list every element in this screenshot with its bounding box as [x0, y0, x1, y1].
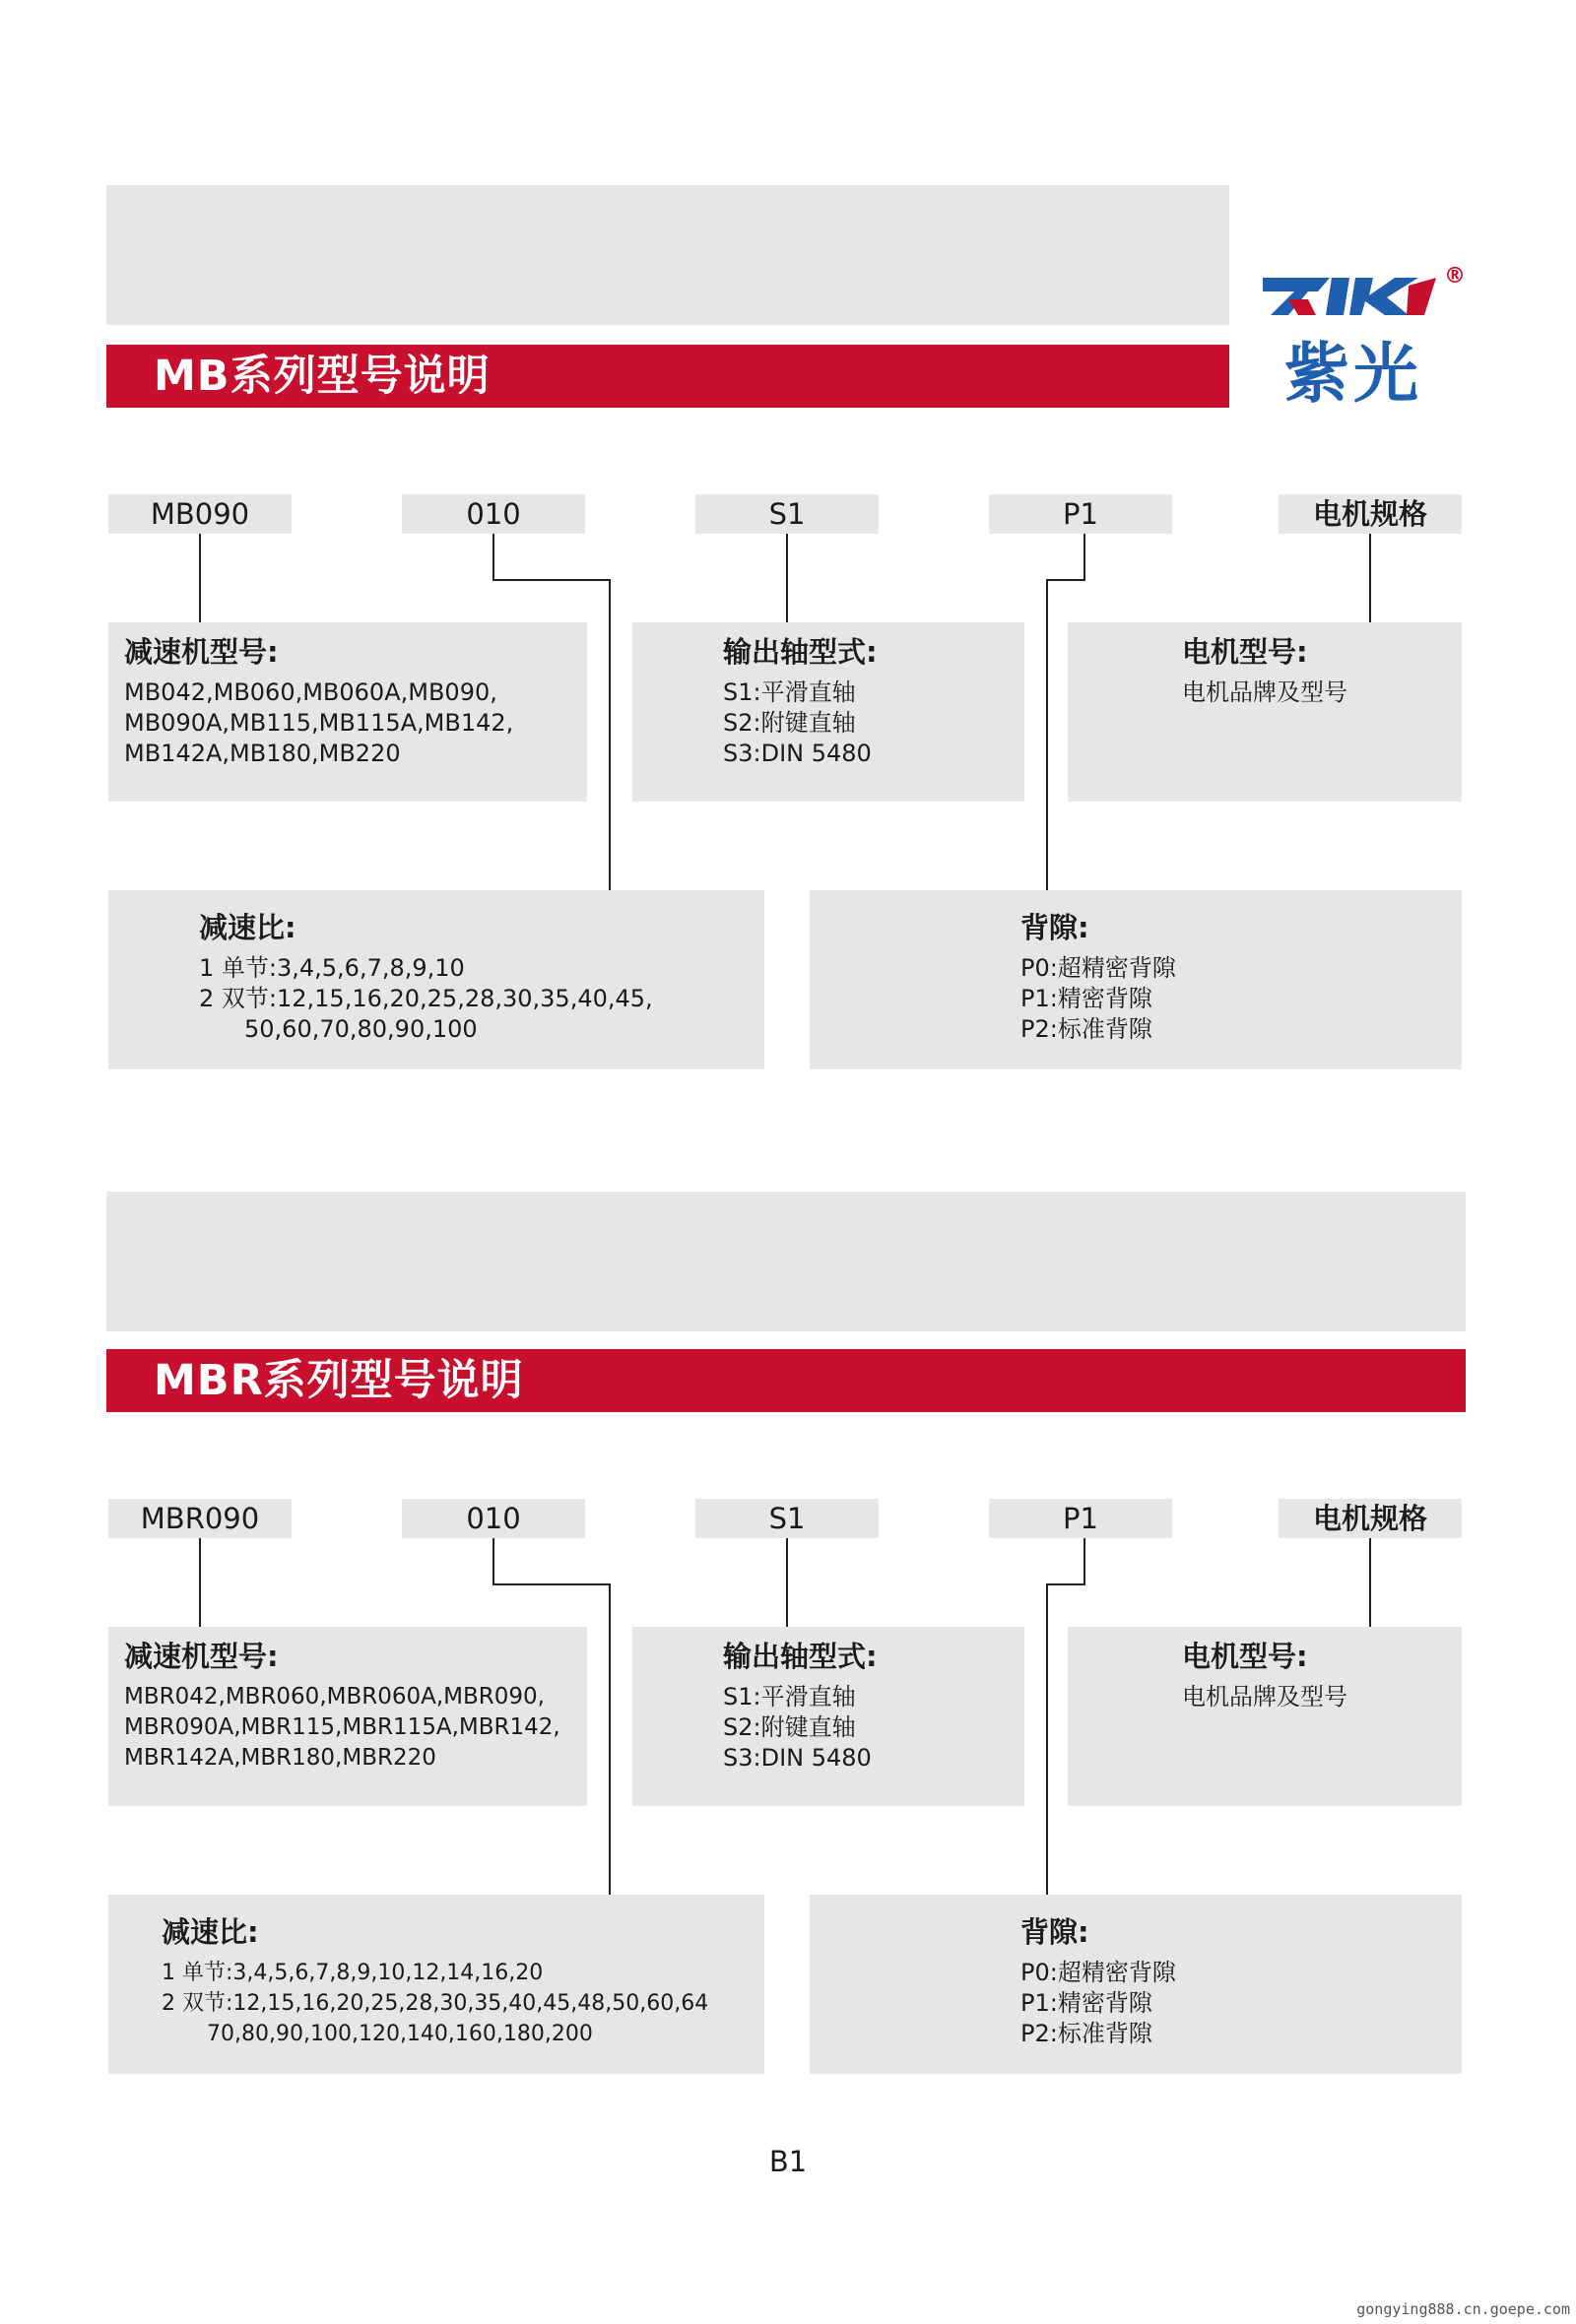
mb-backlash-line: P2:标准背隙	[1020, 1015, 1152, 1043]
page-number: B1	[768, 2145, 808, 2178]
mb-connector	[609, 579, 611, 890]
mb-connector	[492, 579, 611, 581]
mbr-connector	[199, 1538, 201, 1629]
mbr-connector	[1084, 1538, 1085, 1585]
mbr-reducer-line: MBR042,MBR060,MBR060A,MBR090,	[124, 1684, 545, 1710]
mbr-ratio-title: 减速比:	[162, 1915, 259, 1949]
mb-connector	[1369, 534, 1371, 624]
mb-tag-shaft: S1	[695, 494, 879, 534]
mbr-connector	[1046, 1583, 1085, 1585]
mbr-backlash-line: P1:精密背隙	[1020, 1989, 1152, 2017]
mbr-tag-backlash: P1	[989, 1499, 1172, 1538]
mb-header-band	[106, 185, 1229, 325]
mb-reducer-box	[108, 622, 587, 802]
mbr-ratio-line: 70,80,90,100,120,140,160,180,200	[207, 2022, 593, 2046]
mbr-motor-line: 电机品牌及型号	[1182, 1683, 1347, 1711]
mb-backlash-box	[810, 890, 1462, 1069]
mbr-ratio-line: 2 双节:12,15,16,20,25,28,30,35,40,45,48,50,60,64	[162, 1991, 709, 2016]
brand-name: 紫光	[1284, 336, 1422, 412]
mbr-backlash-title: 背隙:	[1020, 1915, 1089, 1949]
mb-section-title: MB系列型号说明	[106, 345, 1229, 408]
mbr-motor-title: 电机型号:	[1182, 1640, 1308, 1673]
mbr-backlash-line: P0:超精密背隙	[1020, 1959, 1176, 1986]
mbr-connector	[492, 1538, 494, 1585]
mbr-shaft-title: 输出轴型式:	[723, 1640, 878, 1673]
footer-url: gongying888.cn.goepe.com	[1356, 2300, 1570, 2318]
mbr-connector	[1046, 1583, 1048, 1895]
mbr-tag-shaft: S1	[695, 1499, 879, 1538]
mb-connector	[1046, 579, 1048, 890]
mbr-backlash-line: P2:标准背隙	[1020, 2020, 1152, 2047]
mbr-tag-motor: 电机规格	[1279, 1499, 1462, 1538]
mbr-connector	[786, 1538, 788, 1629]
mb-connector	[786, 534, 788, 624]
mbr-reducer-title: 减速机型号:	[124, 1640, 279, 1673]
mb-reducer-line: MB042,MB060,MB060A,MB090,	[124, 678, 497, 706]
mbr-section-title: MBR系列型号说明	[106, 1349, 1466, 1412]
mb-ratio-line: 50,60,70,80,90,100	[244, 1015, 478, 1043]
mb-motor-line: 电机品牌及型号	[1182, 678, 1347, 706]
mb-shaft-line: S3:DIN 5480	[723, 740, 872, 767]
brand-logo	[1261, 264, 1478, 421]
mb-connector	[492, 534, 494, 581]
mb-backlash-title: 背隙:	[1020, 911, 1089, 944]
mb-ratio-box	[108, 890, 764, 1069]
mb-reducer-line: MB090A,MB115,MB115A,MB142,	[124, 709, 514, 737]
mbr-tag-ratio: 010	[402, 1499, 585, 1538]
registered-mark: ®	[1444, 264, 1466, 289]
mb-tag-motor: 电机规格	[1279, 494, 1462, 534]
mbr-shaft-line: S3:DIN 5480	[723, 1744, 872, 1772]
mbr-connector	[1369, 1538, 1371, 1629]
mbr-shaft-line: S2:附键直轴	[723, 1713, 856, 1741]
tik-logo-mark	[1261, 264, 1468, 333]
mbr-ratio-line: 1 单节:3,4,5,6,7,8,9,10,12,14,16,20	[162, 1961, 544, 1985]
mb-reducer-title: 减速机型号:	[124, 635, 279, 669]
mb-tag-backlash: P1	[989, 494, 1172, 534]
mbr-ratio-box	[108, 1895, 764, 2074]
mb-shaft-title: 输出轴型式:	[723, 635, 878, 669]
mb-tag-ratio: 010	[402, 494, 585, 534]
mb-connector	[199, 534, 201, 624]
mb-reducer-line: MB142A,MB180,MB220	[124, 740, 401, 767]
mb-motor-title: 电机型号:	[1182, 635, 1308, 669]
mbr-motor-box	[1068, 1627, 1462, 1806]
mbr-connector	[609, 1583, 611, 1895]
mb-tag-reducer: MB090	[108, 494, 292, 534]
mbr-reducer-line: MBR090A,MBR115,MBR115A,MBR142,	[124, 1714, 560, 1740]
mbr-reducer-box	[108, 1627, 587, 1806]
mbr-tag-reducer: MBR090	[108, 1499, 292, 1538]
mbr-shaft-line: S1:平滑直轴	[723, 1683, 856, 1711]
mb-shaft-line: S2:附键直轴	[723, 709, 856, 737]
mbr-backlash-box	[810, 1895, 1462, 2074]
mb-shaft-box	[632, 622, 1024, 802]
mb-shaft-line: S1:平滑直轴	[723, 678, 856, 706]
mb-backlash-line: P1:精密背隙	[1020, 985, 1152, 1012]
mb-ratio-title: 减速比:	[199, 911, 296, 944]
mbr-shaft-box	[632, 1627, 1024, 1806]
mb-connector	[1046, 579, 1085, 581]
mb-motor-box	[1068, 622, 1462, 802]
mbr-connector	[492, 1583, 611, 1585]
mb-ratio-line: 2 双节:12,15,16,20,25,28,30,35,40,45,	[199, 985, 653, 1012]
mb-connector	[1084, 534, 1085, 581]
mbr-header-band	[106, 1192, 1466, 1331]
mb-backlash-line: P0:超精密背隙	[1020, 954, 1176, 982]
mbr-reducer-line: MBR142A,MBR180,MBR220	[124, 1745, 436, 1771]
mb-ratio-line: 1 单节:3,4,5,6,7,8,9,10	[199, 954, 465, 982]
